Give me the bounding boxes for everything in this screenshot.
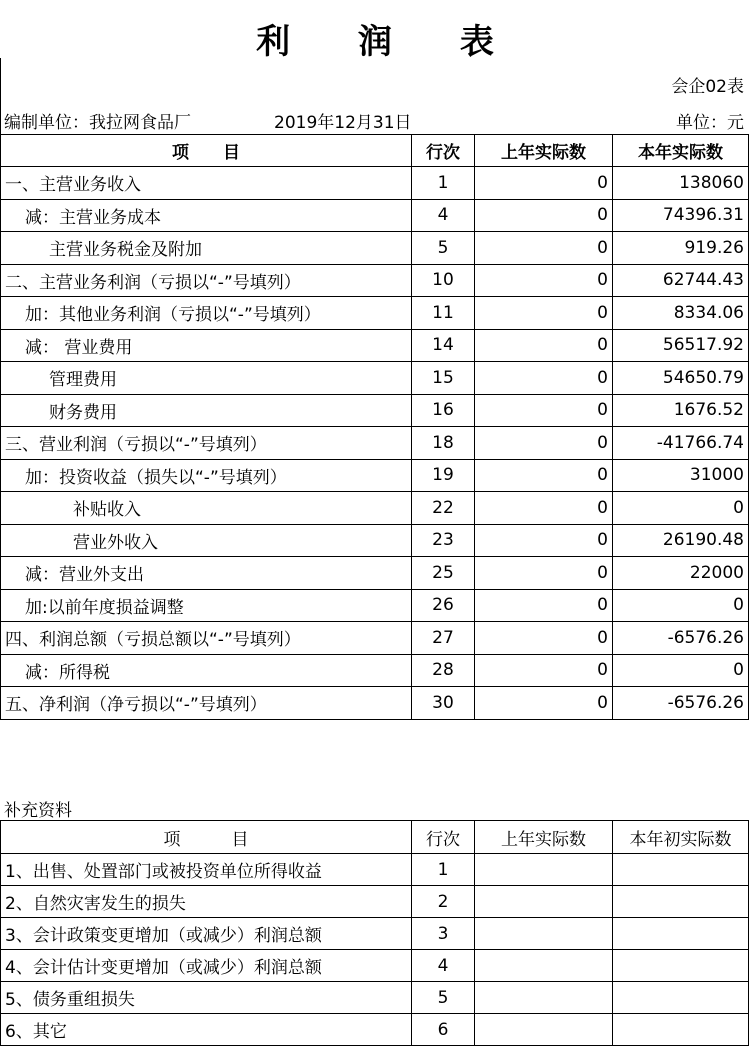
row-curr-year: 54650.79: [613, 362, 749, 395]
row-item-text: 加：其他业务利润（亏损以“-”号填列）: [25, 305, 321, 326]
row-item: [1, 199, 412, 232]
row-item: [1, 557, 412, 590]
report-date: 2019年12月31日: [274, 113, 412, 133]
row-curr-year: 138060: [613, 167, 749, 200]
currency-unit: 单位：元: [676, 113, 744, 133]
row-line: 27: [412, 622, 475, 655]
row-prev-year: 0: [475, 427, 613, 460]
row-curr-year: 22000: [613, 557, 749, 590]
row-prev-year: 0: [475, 622, 613, 655]
supp-header-line: 行次: [412, 821, 475, 854]
row-item: [1, 492, 412, 525]
row-curr-year: 56517.92: [613, 329, 749, 362]
row-item: [1, 362, 412, 395]
row-curr-year: 26190.48: [613, 524, 749, 557]
table-row: [1, 264, 749, 297]
row-item-text: 补贴收入: [73, 500, 141, 521]
supp-row-item: 3、会计政策变更增加（或减少）利润总额: [1, 918, 412, 950]
supp-header-item: 项 目: [1, 821, 412, 854]
supp-row-item: 2、自然灾害发生的损失: [1, 886, 412, 918]
row-line: 15: [412, 362, 475, 395]
row-item: [1, 232, 412, 265]
table-row: [1, 654, 749, 687]
row-item-text: 管理费用: [49, 370, 117, 391]
row-item: [1, 394, 412, 427]
table-row: [1, 329, 749, 362]
row-prev-year: 0: [475, 654, 613, 687]
supp-row-item: 4、会计估计变更增加（或减少）利润总额: [1, 950, 412, 982]
reporting-unit: 编制单位：我拉网食品厂: [4, 113, 191, 133]
row-curr-year: 1676.52: [613, 394, 749, 427]
row-line: 16: [412, 394, 475, 427]
row-curr-year: 0: [613, 589, 749, 622]
supp-row-prev-year: [475, 918, 613, 950]
supp-row-line: 1: [412, 854, 475, 886]
header-curr-year: 本年实际数: [613, 135, 749, 167]
supplement-table-body: [1, 854, 749, 1046]
row-item-text: 减：营业外支出: [25, 565, 144, 586]
table-row: [1, 232, 749, 265]
row-item: [1, 459, 412, 492]
row-line: 26: [412, 589, 475, 622]
row-item: [1, 427, 412, 460]
supp-row-prev-year: [475, 950, 613, 982]
row-curr-year: -6576.26: [613, 622, 749, 655]
table-row: [1, 167, 749, 200]
table-row: [1, 524, 749, 557]
row-curr-year: 74396.31: [613, 199, 749, 232]
row-curr-year: 62744.43: [613, 264, 749, 297]
row-curr-year: -41766.74: [613, 427, 749, 460]
row-curr-year: 0: [613, 654, 749, 687]
income-table-header: [1, 135, 749, 167]
row-prev-year: 0: [475, 232, 613, 265]
supp-row-line: 2: [412, 886, 475, 918]
table-row: [1, 622, 749, 655]
row-line: 19: [412, 459, 475, 492]
row-prev-year: 0: [475, 492, 613, 525]
row-item-text: 减：主营业务成本: [25, 207, 161, 228]
row-item: [1, 524, 412, 557]
supp-row-item: 6、其它: [1, 1014, 412, 1046]
supplement-table: [0, 820, 749, 1046]
row-prev-year: 0: [475, 362, 613, 395]
row-item-text: 营业外收入: [73, 532, 158, 553]
row-prev-year: 0: [475, 589, 613, 622]
row-item-text: 减： 营业费用: [25, 337, 133, 358]
row-prev-year: 0: [475, 524, 613, 557]
row-item-text: 一、主营业务收入: [5, 175, 141, 196]
row-item-text: 减：所得税: [25, 662, 110, 683]
meta-row: [0, 108, 750, 132]
supp-header-curr-year: 本年初实际数: [613, 821, 749, 854]
supp-row-line: 6: [412, 1014, 475, 1046]
row-line: 18: [412, 427, 475, 460]
row-item-text: 主营业务税金及附加: [49, 240, 202, 261]
row-line: 1: [412, 167, 475, 200]
row-item: [1, 589, 412, 622]
table-row: [1, 427, 749, 460]
row-item: [1, 329, 412, 362]
row-prev-year: 0: [475, 459, 613, 492]
income-table-body: [1, 167, 749, 720]
table-row: [1, 589, 749, 622]
row-item-text: 财务费用: [49, 402, 117, 423]
row-curr-year: 919.26: [613, 232, 749, 265]
supplement-title: 补充资料: [4, 801, 72, 821]
row-prev-year: 0: [475, 167, 613, 200]
row-item: [1, 264, 412, 297]
supp-row-item: 5、债务重组损失: [1, 982, 412, 1014]
supp-header-prev-year: 上年实际数: [475, 821, 613, 854]
row-line: 25: [412, 557, 475, 590]
row-item: [1, 622, 412, 655]
supp-row-curr-year: [613, 950, 749, 982]
row-prev-year: 0: [475, 199, 613, 232]
row-item-text: 四、利润总额（亏损总额以“-”号填列）: [5, 630, 301, 651]
supp-row-curr-year: [613, 982, 749, 1014]
table-row: [1, 1014, 749, 1046]
table-row: [1, 950, 749, 982]
header-prev-year: 上年实际数: [475, 135, 613, 167]
table-row: [1, 982, 749, 1014]
row-item-text: 三、营业利润（亏损以“-”号填列）: [5, 435, 267, 456]
supp-row-item: 1、出售、处置部门或被投资单位所得收益: [1, 854, 412, 886]
table-row: [1, 362, 749, 395]
row-item: [1, 687, 412, 720]
table-row: [1, 492, 749, 525]
income-table: [0, 134, 749, 720]
row-line: 11: [412, 297, 475, 330]
row-item: [1, 167, 412, 200]
row-item: [1, 297, 412, 330]
row-line: 23: [412, 524, 475, 557]
row-curr-year: -6576.26: [613, 687, 749, 720]
row-curr-year: 0: [613, 492, 749, 525]
row-line: 28: [412, 654, 475, 687]
row-curr-year: 8334.06: [613, 297, 749, 330]
row-line: 10: [412, 264, 475, 297]
supp-row-line: 4: [412, 950, 475, 982]
row-prev-year: 0: [475, 297, 613, 330]
row-prev-year: 0: [475, 329, 613, 362]
row-line: 14: [412, 329, 475, 362]
supp-row-prev-year: [475, 854, 613, 886]
supp-row-line: 5: [412, 982, 475, 1014]
table-row: [1, 687, 749, 720]
row-prev-year: 0: [475, 394, 613, 427]
table-code: 会企02表: [671, 77, 744, 97]
table-row: [1, 557, 749, 590]
page-title: 利 润 表: [256, 22, 522, 62]
supp-row-curr-year: [613, 1014, 749, 1046]
table-row: [1, 854, 749, 886]
row-item-text: 五、净利润（净亏损以“-”号填列）: [5, 695, 267, 716]
table-row: [1, 199, 749, 232]
table-row: [1, 394, 749, 427]
row-prev-year: 0: [475, 687, 613, 720]
supp-row-curr-year: [613, 886, 749, 918]
row-prev-year: 0: [475, 557, 613, 590]
supp-row-line: 3: [412, 918, 475, 950]
row-curr-year: 31000: [613, 459, 749, 492]
supp-row-curr-year: [613, 854, 749, 886]
row-item: [1, 654, 412, 687]
header-item: 项 目: [1, 135, 412, 167]
supplement-table-header: [1, 821, 749, 854]
table-row: [1, 886, 749, 918]
supp-row-prev-year: [475, 982, 613, 1014]
row-item-text: 加：投资收益（损失以“-”号填列）: [25, 467, 287, 488]
table-row: [1, 459, 749, 492]
table-row: [1, 918, 749, 950]
supp-row-prev-year: [475, 886, 613, 918]
supp-row-prev-year: [475, 1014, 613, 1046]
header-line: 行次: [412, 135, 475, 167]
row-item-text: 加:以前年度损益调整: [25, 597, 184, 618]
row-prev-year: 0: [475, 264, 613, 297]
supp-row-curr-year: [613, 918, 749, 950]
row-item-text: 二、主营业务利润（亏损以“-”号填列）: [5, 272, 301, 293]
row-line: 5: [412, 232, 475, 265]
row-line: 30: [412, 687, 475, 720]
table-row: [1, 297, 749, 330]
row-line: 4: [412, 199, 475, 232]
row-line: 22: [412, 492, 475, 525]
